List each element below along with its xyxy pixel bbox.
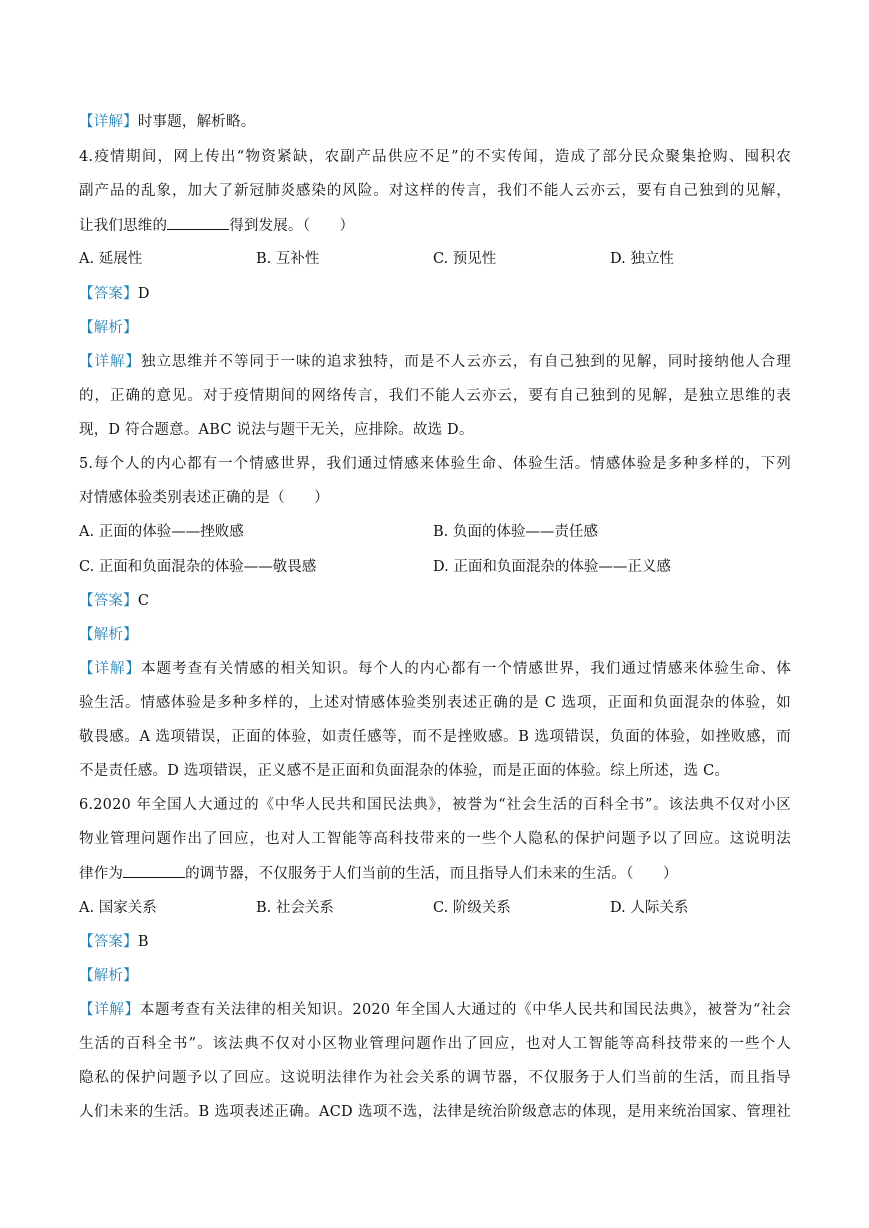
q3-detail-text: 时事题，解析略。 xyxy=(137,114,256,130)
q6-detail-line-1 xyxy=(79,1000,791,1020)
answer-tag: 【答案】 xyxy=(79,593,138,609)
q6-option-c: C. 阶级关系 xyxy=(433,900,511,916)
q5-option-b: B. 负面的体验——责任感 xyxy=(433,524,598,540)
q4-detail-1: 独立思维并不等同于一味的追求独特，而是不人云亦云，有自己独到的见解，同时接纳他人合理 xyxy=(140,354,791,370)
detail-tag: 【详解】 xyxy=(79,354,141,370)
q5-detail-line-4: 不是责任感。D 选项错误，正义感不是正面和负面混杂的体验，而是正面的体验。综上所述，选 C。 xyxy=(79,763,730,779)
q6-stem-pre: 律作为 xyxy=(79,866,124,882)
detail-tag: 【详解】 xyxy=(79,1002,140,1018)
q4-option-d: D. 独立性 xyxy=(610,251,674,267)
q4-stem-line-2: 副产品的乱象，加大了新冠肺炎感染的风险。对这样的传言，我们不能人云亦云，要有自己独到的见解， xyxy=(79,183,791,199)
q6-option-a: A. 国家关系 xyxy=(79,900,157,916)
detail-tag: 【详解】 xyxy=(79,114,138,130)
q6-option-d: D. 人际关系 xyxy=(610,900,689,916)
q4-option-b: B. 互补性 xyxy=(256,251,320,267)
q5-stem-line-2: 对情感体验类别表述正确的是（ ） xyxy=(79,490,329,506)
q5-stem-line-1: 5.每个人的内心都有一个情感世界，我们通过情感来体验生命、体验生活。情感体验是多种多样的，下列 xyxy=(79,456,791,472)
q6-option-b: B. 社会关系 xyxy=(256,900,334,916)
q4-detail-line-1 xyxy=(79,352,791,372)
answer-tag: 【答案】 xyxy=(79,934,138,950)
q5-analysis-line xyxy=(79,625,791,645)
q5-answer-line xyxy=(79,591,791,611)
q6-answer: B xyxy=(137,934,149,950)
q6-stem-post: 的调节器，不仅服务于人们当前的生活，而且指导人们未来的生活。（ ） xyxy=(185,866,678,882)
q4-option-a: A. 延展性 xyxy=(79,251,143,267)
q6-answer-line xyxy=(79,932,791,952)
analysis-tag: 【解析】 xyxy=(79,968,138,984)
q4-stem-post: 得到发展。（ ） xyxy=(229,218,355,234)
q6-stem-line-1: 6.2020 年全国人大通过的《中华人民共和国民法典》，被誉为“社会生活的百科全书”。该法典不仅对小区 xyxy=(79,797,791,813)
q5-detail-line-2: 验生活。情感体验是多种多样的，上述对情感体验类别表述正确的是 C 选项，正面和负面混杂的体验，如 xyxy=(79,695,791,711)
q5-detail-line-1 xyxy=(79,659,791,679)
q6-analysis-line xyxy=(79,966,791,986)
q6-detail-line-2: 生活的百科全书”。该法典不仅对小区物业管理问题作出了回应，也对人工智能等高科技带来的一些个人 xyxy=(79,1036,791,1052)
q6-detail-line-4: 人们未来的生活。B 选项表述正确。ACD 选项不选，法律是统治阶级意志的体现，是用来统治国家、管理社 xyxy=(79,1104,791,1120)
q5-answer: C xyxy=(137,593,150,609)
q6-blank xyxy=(123,863,185,878)
analysis-tag: 【解析】 xyxy=(79,320,138,336)
q4-answer-line xyxy=(79,284,791,304)
q4-stem-pre: 让我们思维的 xyxy=(79,218,168,234)
q4-option-c: C. 预见性 xyxy=(433,251,497,267)
q5-option-d: D. 正面和负面混杂的体验——正义感 xyxy=(433,559,671,575)
q4-analysis-line xyxy=(79,318,791,338)
q5-option-c: C. 正面和负面混杂的体验——敬畏感 xyxy=(79,559,317,575)
q5-detail-1: 本题考查有关情感的相关知识。每个人的内心都有一个情感世界，我们通过情感来体验生命、体 xyxy=(140,661,791,677)
q5-option-a: A. 正面的体验——挫败感 xyxy=(79,524,244,540)
detail-tag: 【详解】 xyxy=(79,661,141,677)
answer-tag: 【答案】 xyxy=(79,286,138,302)
q4-detail-line-2: 的，正确的意见。对于疫情期间的网络传言，我们不能人云亦云，要有自己独到的见解，是独立思维的表 xyxy=(79,388,791,404)
q3-detail-line xyxy=(79,112,791,132)
q5-detail-line-3: 敬畏感。A 选项错误，正面的体验，如责任感等，而不是挫败感。B 选项错误，负面的体验，如挫败感，而 xyxy=(79,729,791,745)
q6-stem-line-2: 物业管理问题作出了回应，也对人工智能等高科技带来的一些个人隐私的保护问题予以了回应。这说明法 xyxy=(79,831,791,847)
analysis-tag: 【解析】 xyxy=(79,627,138,643)
q6-detail-line-3: 隐私的保护问题予以了回应。这说明法律作为社会关系的调节器，不仅服务于人们当前的生活，而且指导 xyxy=(79,1070,791,1086)
q6-detail-1: 本题考查有关法律的相关知识。2020 年全国人大通过的《中华人民共和国民法典》，被誉为“社会 xyxy=(139,1002,791,1018)
q4-blank xyxy=(167,215,229,230)
q4-detail-line-3: 现，D 符合题意。ABC 说法与题干无关，应排除。故选 D。 xyxy=(79,422,474,438)
q4-answer: D xyxy=(137,286,150,302)
q6-stem-line-3 xyxy=(79,863,791,884)
q4-stem-line-3 xyxy=(79,215,791,236)
q4-stem-line-1: 4.疫情期间，网上传出“物资紧缺，农副产品供应不足”的不实传闻，造成了部分民众聚集抢购、囤积农 xyxy=(79,149,791,165)
